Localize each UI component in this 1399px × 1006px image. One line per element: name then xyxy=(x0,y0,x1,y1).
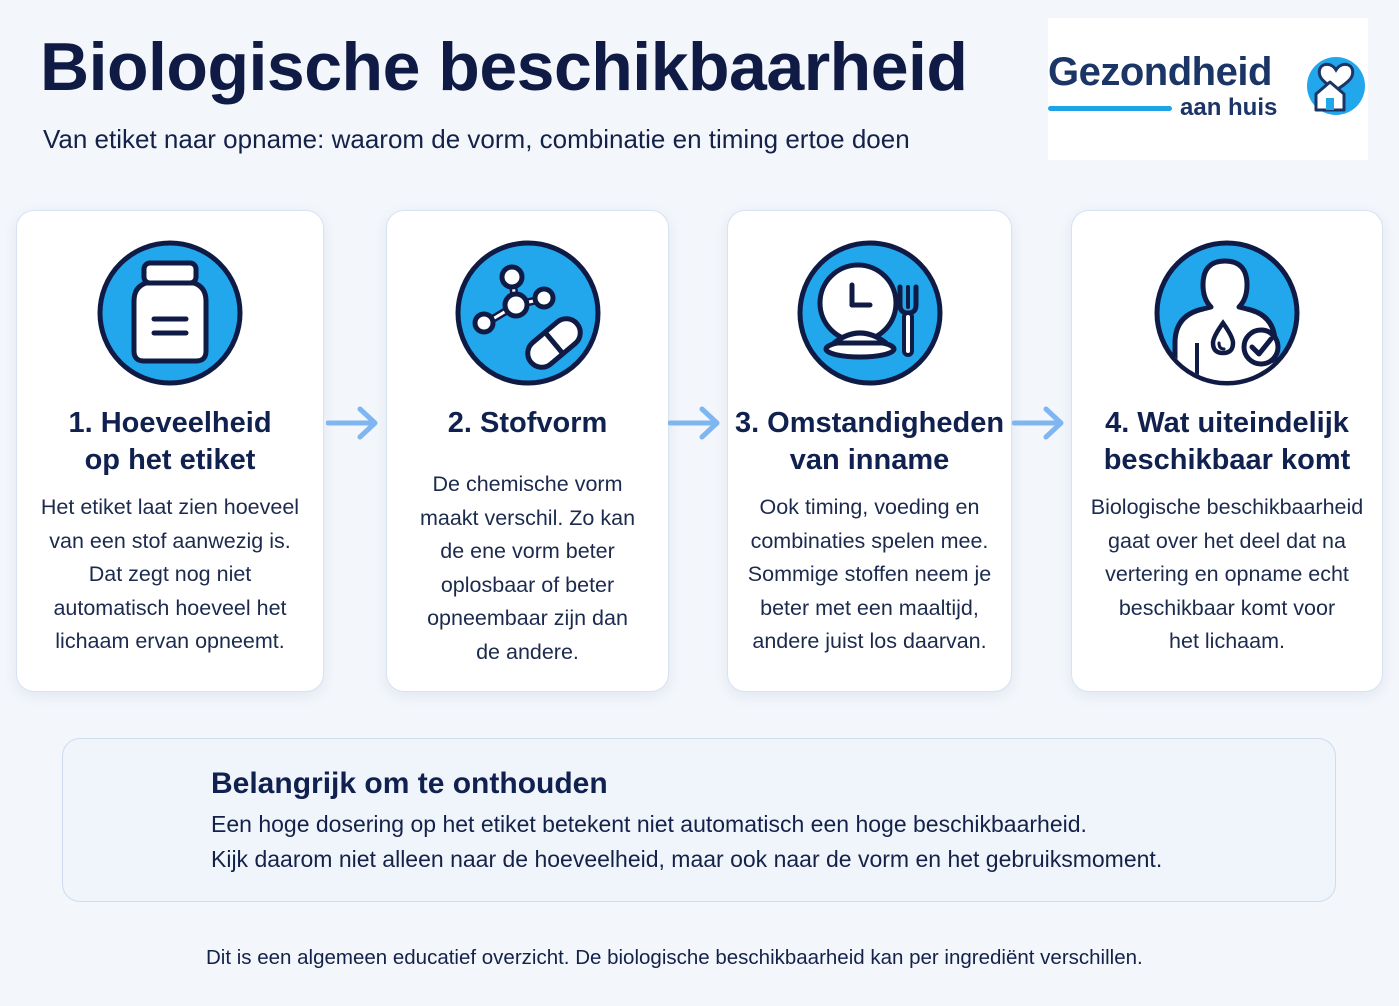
key-takeaway-line-1: Een hoge dosering op het etiket betekent niet automatisch een hoge beschikbaarheid. xyxy=(211,811,1087,837)
heart-house-logo-icon xyxy=(1302,50,1370,118)
step-heading-1: 1. Hoeveelheid op het etiket xyxy=(68,407,272,476)
page-subtitle: Van etiket naar opname: waarom de vorm, combinatie en timing ertoe doen xyxy=(43,124,910,154)
disclaimer-footer: Dit is een algemeen educatief overzicht. De biologische beschikbaarheid kan per ingrediënt verschillen. xyxy=(206,946,1143,969)
logo-underline xyxy=(1048,106,1172,111)
step-text-4: Biologische beschikbaarheid gaat over het deel dat na vertering en opname echt beschikbaar komt voor het lichaam. xyxy=(1090,495,1364,653)
step-card-1 xyxy=(16,210,324,692)
page-title: Biologische beschikbaarheid xyxy=(40,29,968,105)
logo-wordmark-secondary: aan huis xyxy=(1180,94,1278,121)
arrow-right-icon xyxy=(326,404,380,442)
step-text-1: Het etiket laat zien hoeveel van een stof aanwezig is. Dat zegt nog niet automatisch hoeveel het lichaam ervan opneemt. xyxy=(40,495,300,653)
step-text-2: De chemische vorm maakt verschil. Zo kan de ene vorm beter oplosbaar of beter opneembaar zijn dan de andere. xyxy=(419,472,636,664)
body-absorption-check-icon xyxy=(1153,239,1301,387)
step-text-3: Ook timing, voeding en combinaties spelen mee. Sommige stoffen neem je beter met een maaltijd, andere juist los daarvan. xyxy=(747,495,992,653)
step-heading-3: 3. Omstandigheden van inname xyxy=(734,407,1005,476)
step-card-2 xyxy=(386,210,669,692)
step-card-3 xyxy=(727,210,1012,692)
arrow-right-icon xyxy=(668,404,722,442)
key-takeaway-line-2: Kijk daarom niet alleen naar de hoeveelheid, maar ook naar de vorm en het gebruiksmoment. xyxy=(211,846,1163,872)
key-takeaway-title: Belangrijk om te onthouden xyxy=(211,767,608,800)
clock-meal-icon xyxy=(796,239,944,387)
molecule-capsule-icon xyxy=(454,239,602,387)
key-takeaway-box xyxy=(62,738,1336,902)
logo-wordmark-primary: Gezondheid xyxy=(1048,50,1272,94)
step-heading-4: 4. Wat uiteindelijk beschikbaar komt xyxy=(1103,407,1351,476)
step-card-4 xyxy=(1071,210,1383,692)
brand-logo xyxy=(1048,18,1368,160)
arrow-right-icon xyxy=(1012,404,1066,442)
supplement-jar-icon xyxy=(96,239,244,387)
step-heading-2: 2. Stofvorm xyxy=(447,407,608,439)
